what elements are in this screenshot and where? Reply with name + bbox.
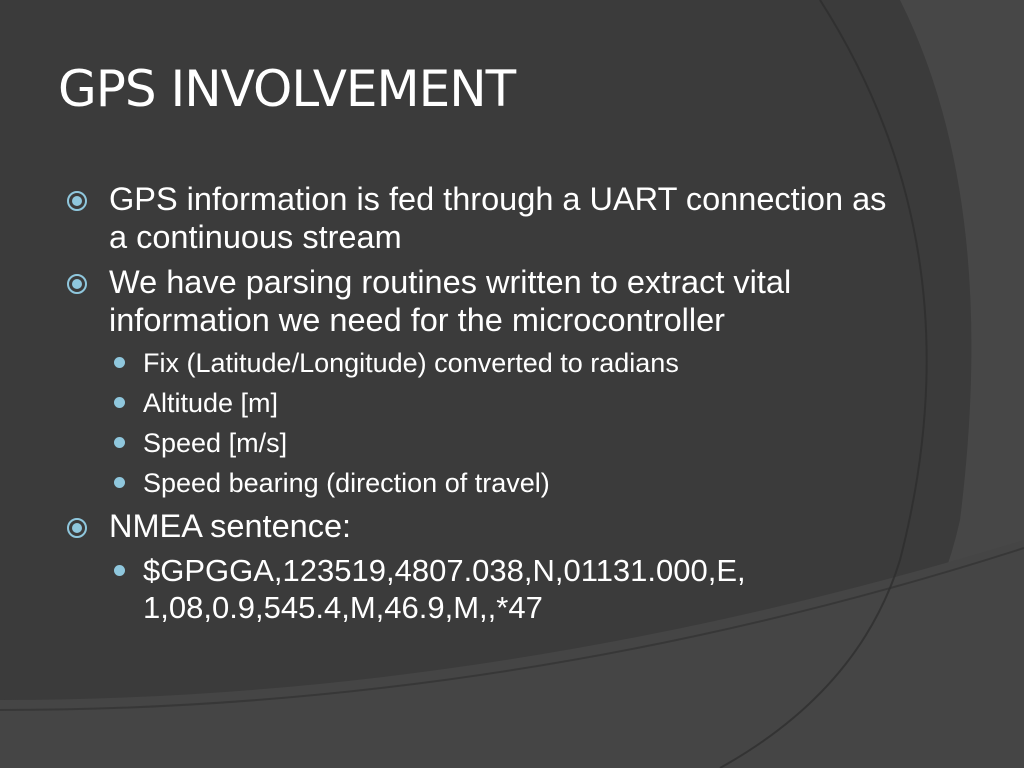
sub-bullet-item	[66, 347, 896, 379]
slide-title: GPS INVOLVEMENT	[58, 60, 516, 118]
sub-bullet-text: $GPGGA,123519,4807.038,N,01131.000,E, 1,08,0.9,545.4,M,46.9,M,,*47	[143, 553, 746, 625]
sub-bullet-text: Fix (Latitude/Longitude) converted to radians	[143, 348, 679, 378]
bullet-text: We have parsing routines written to extract vital information we need for the microcontroller	[109, 264, 792, 338]
bullet-text: GPS information is fed through a UART connection as a continuous stream	[109, 181, 887, 255]
bullet-list	[66, 180, 896, 634]
sub-bullet-text: Speed [m/s]	[143, 428, 288, 458]
sub-bullet-item	[66, 427, 896, 459]
dot-bullet-icon	[114, 477, 125, 488]
bullet-text: NMEA sentence:	[109, 508, 352, 544]
dot-bullet-icon	[114, 437, 125, 448]
bullet-item	[66, 507, 896, 545]
circle-bullet-icon	[66, 517, 88, 539]
sub-bullet-text: Speed bearing (direction of travel)	[143, 468, 550, 498]
dot-bullet-icon	[114, 357, 125, 368]
circle-bullet-icon	[66, 190, 88, 212]
sub-bullet-item	[66, 387, 896, 419]
dot-bullet-icon	[114, 565, 125, 576]
bullet-item	[66, 263, 896, 339]
sub-bullet-item	[66, 467, 896, 499]
bullet-item	[66, 180, 896, 256]
sub-bullet-item	[66, 552, 896, 626]
circle-bullet-icon	[66, 273, 88, 295]
dot-bullet-icon	[114, 397, 125, 408]
sub-bullet-text: Altitude [m]	[143, 388, 279, 418]
